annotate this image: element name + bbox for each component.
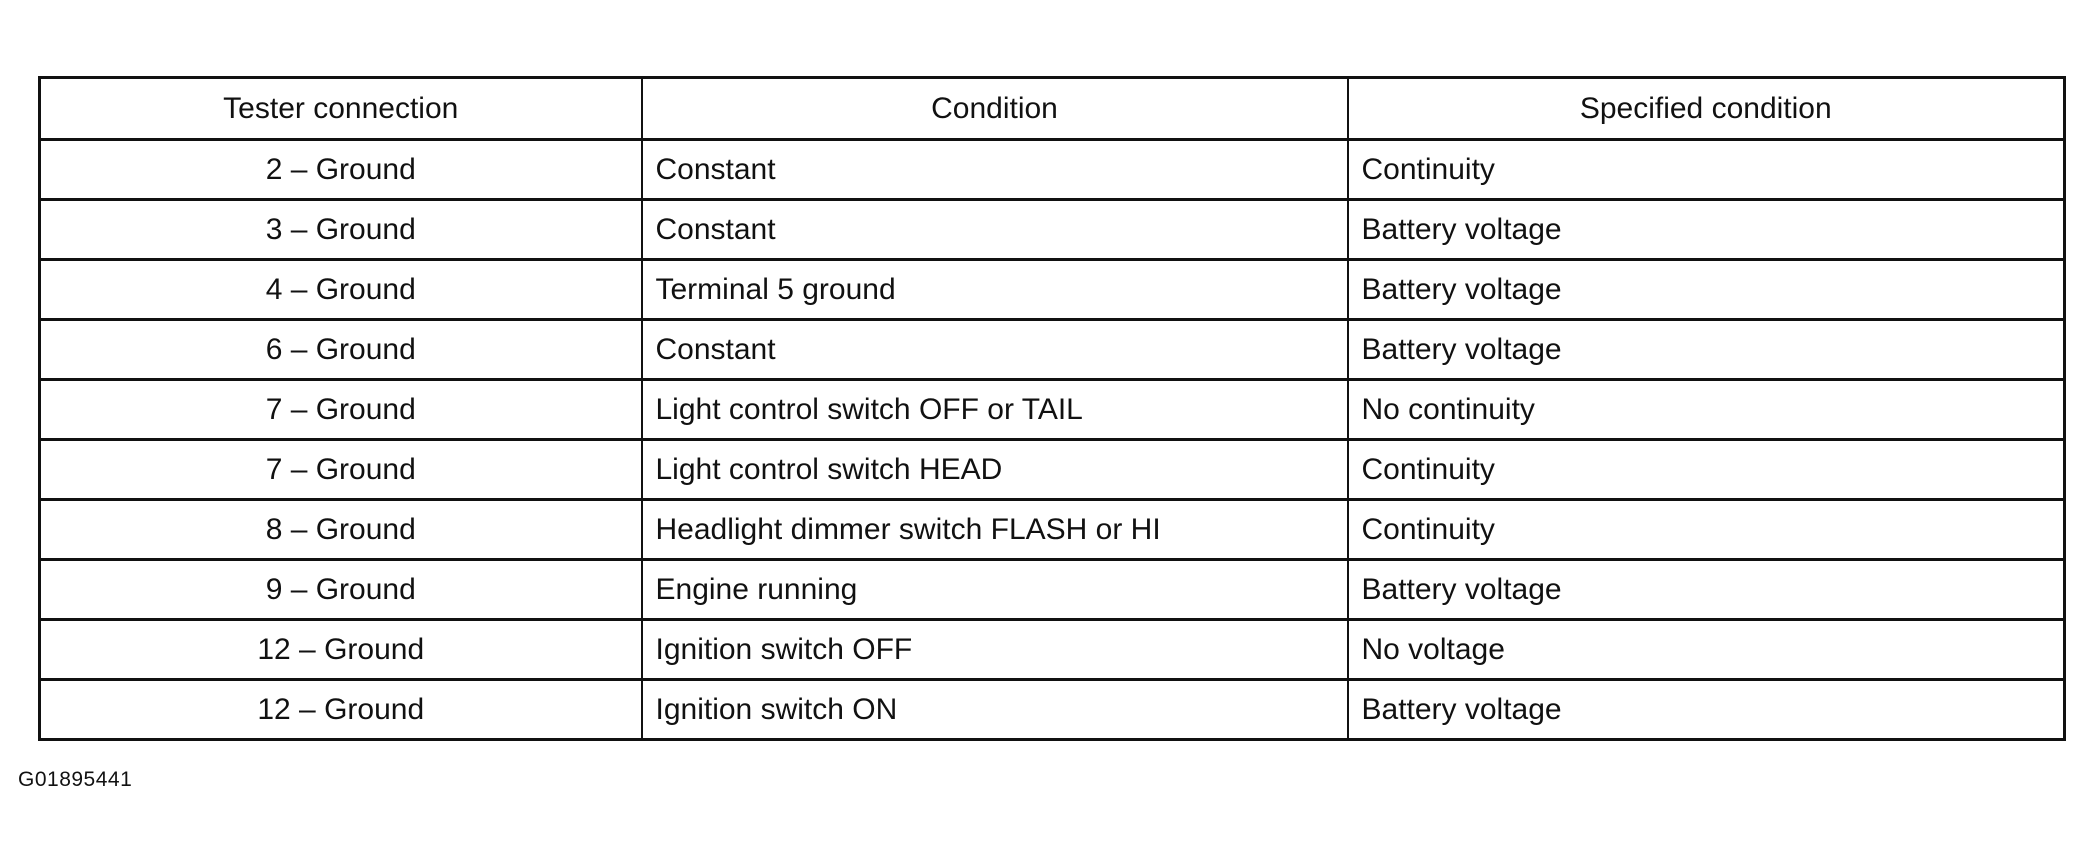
table-row — [40, 680, 2065, 740]
specified-condition-cell: Continuity — [1348, 440, 2065, 500]
tester-connection-cell: 3 – Ground — [40, 200, 642, 260]
specified-condition-cell: Battery voltage — [1348, 320, 2065, 380]
specified-condition-cell: No continuity — [1348, 380, 2065, 440]
tester-connection-cell: 2 – Ground — [40, 140, 642, 200]
header-tester-connection: Tester connection — [40, 78, 642, 140]
specified-condition-cell: Battery voltage — [1348, 680, 2065, 740]
header-row — [40, 78, 2065, 140]
tester-connection-cell: 7 – Ground — [40, 440, 642, 500]
specified-condition-cell: Battery voltage — [1348, 200, 2065, 260]
tester-connection-cell: 9 – Ground — [40, 560, 642, 620]
table-row — [40, 380, 2065, 440]
table-header — [40, 78, 2065, 140]
condition-cell: Ignition switch ON — [642, 680, 1348, 740]
table-row — [40, 560, 2065, 620]
tester-connection-cell: 12 – Ground — [40, 620, 642, 680]
table-row — [40, 200, 2065, 260]
specification-table — [38, 76, 2066, 741]
header-specified-condition: Specified condition — [1348, 78, 2065, 140]
condition-cell: Engine running — [642, 560, 1348, 620]
table-row — [40, 440, 2065, 500]
tester-connection-cell: 4 – Ground — [40, 260, 642, 320]
specified-condition-cell: Battery voltage — [1348, 560, 2065, 620]
tester-connection-cell: 8 – Ground — [40, 500, 642, 560]
figure-id: G01895441 — [18, 768, 133, 791]
specified-condition-cell: Continuity — [1348, 500, 2065, 560]
header-condition: Condition — [642, 78, 1348, 140]
tester-connection-cell: 6 – Ground — [40, 320, 642, 380]
condition-cell: Terminal 5 ground — [642, 260, 1348, 320]
table-row — [40, 140, 2065, 200]
tester-connection-cell: 7 – Ground — [40, 380, 642, 440]
condition-cell: Ignition switch OFF — [642, 620, 1348, 680]
specified-condition-cell: Continuity — [1348, 140, 2065, 200]
specified-condition-cell: Battery voltage — [1348, 260, 2065, 320]
condition-cell: Light control switch HEAD — [642, 440, 1348, 500]
condition-cell: Light control switch OFF or TAIL — [642, 380, 1348, 440]
condition-cell: Headlight dimmer switch FLASH or HI — [642, 500, 1348, 560]
tester-connection-cell: 12 – Ground — [40, 680, 642, 740]
table-row — [40, 320, 2065, 380]
table-row — [40, 500, 2065, 560]
condition-cell: Constant — [642, 320, 1348, 380]
table-row — [40, 260, 2065, 320]
specified-condition-cell: No voltage — [1348, 620, 2065, 680]
condition-cell: Constant — [642, 140, 1348, 200]
condition-cell: Constant — [642, 200, 1348, 260]
table-body — [40, 140, 2065, 740]
table-row — [40, 620, 2065, 680]
